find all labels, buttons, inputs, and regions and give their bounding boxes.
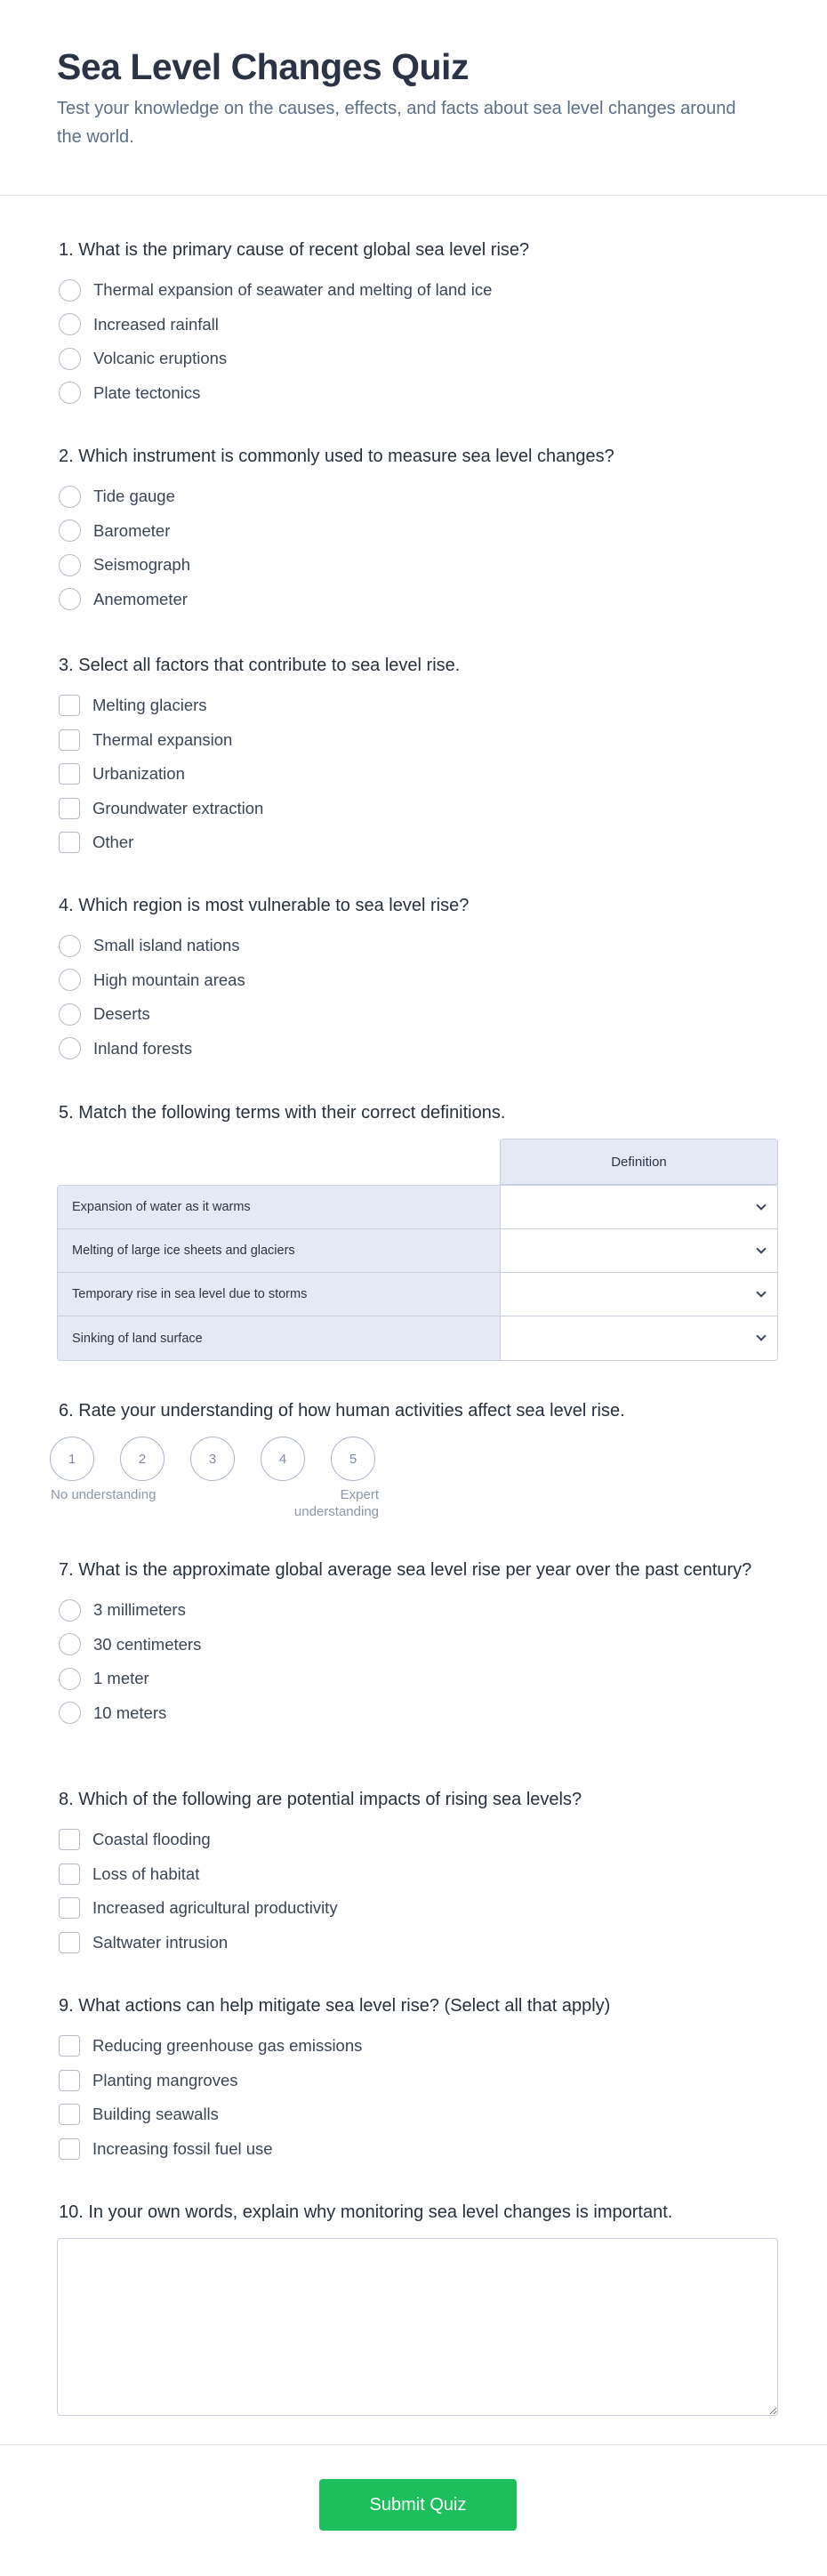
q7-option-2[interactable] [59,1628,779,1662]
option-label: Loss of habitat [92,1864,200,1883]
radio-button[interactable] [59,554,81,576]
option-label: 1 meter [93,1669,149,1688]
q8-option-4[interactable] [59,1926,779,1960]
checkbox[interactable] [59,729,80,751]
chevron-down-icon [756,1200,766,1210]
rating-option-5[interactable]: 5 [331,1437,375,1481]
q9-option-2[interactable] [59,2064,779,2098]
q2-option-1[interactable] [59,479,779,514]
question-5 [59,1101,779,1136]
checkbox[interactable] [59,832,80,853]
q8-option-2[interactable] [59,1857,779,1892]
page-subtitle: Test your knowledge on the causes, effects, and facts about sea level changes around the world. [57,99,736,147]
matrix-body [57,1185,778,1361]
question-title: 3. Select all factors that contribute to sea level rise. [59,656,461,675]
rating-min-label: No understanding [51,1487,157,1502]
question-title: 5. Match the following terms with their correct definitions. [59,1103,506,1123]
option-label: Increased agricultural productivity [92,1898,338,1918]
rating-option-3[interactable]: 3 [190,1437,235,1481]
radio-button[interactable] [59,1599,81,1622]
question-title: 1. What is the primary cause of recent global sea level rise? [59,240,530,260]
checkbox[interactable] [59,763,80,785]
option-label: Building seawalls [92,2105,219,2124]
q7-option-1[interactable] [59,1593,779,1628]
definition-dropdown[interactable] [501,1273,777,1316]
q4-option-1[interactable] [59,929,779,963]
q7-option-4[interactable] [59,1696,779,1731]
q1-option-4[interactable] [59,376,779,411]
quiz-footer [0,2444,827,2576]
matrix-row [58,1229,777,1273]
option-label: Small island nations [93,936,240,955]
option-label: Deserts [93,1004,150,1024]
definition-dropdown[interactable] [501,1229,777,1272]
option-label: Inland forests [93,1038,193,1058]
q2-option-3[interactable] [59,548,779,583]
checkbox[interactable] [59,695,80,716]
radio-button[interactable] [59,588,81,610]
option-label: Increasing fossil fuel use [92,2138,273,2158]
question-1 [59,238,779,410]
q4-option-3[interactable] [59,997,779,1032]
option-label: Groundwater extraction [92,798,264,817]
checkbox[interactable] [59,2104,80,2125]
q1-option-2[interactable] [59,308,779,342]
matrix-row-label: Expansion of water as it warms [58,1186,501,1228]
radio-button[interactable] [59,348,81,370]
q4-option-4[interactable] [59,1032,779,1067]
submit-quiz-button[interactable]: Submit Quiz [319,2479,517,2531]
q3-option-2[interactable] [59,723,779,758]
question-10 [59,2201,779,2235]
q8-option-3[interactable] [59,1891,779,1926]
option-label: 30 centimeters [93,1634,202,1654]
option-label: Thermal expansion of seawater and melting of land ice [93,280,493,300]
chevron-down-icon [756,1244,766,1253]
option-label: Barometer [93,520,171,540]
radio-button[interactable] [59,519,81,542]
question-title: 9. What actions can help mitigate sea level rise? (Select all that apply) [59,1996,611,2016]
q9-option-3[interactable] [59,2097,779,2132]
definition-column-header: Definition [500,1139,778,1185]
question-title: 7. What is the approximate global average sea level rise per year over the past century? [59,1560,752,1580]
definition-dropdown[interactable] [501,1186,777,1228]
option-label: Thermal expansion [92,729,233,749]
option-label: 3 millimeters [93,1600,186,1620]
matrix-row [58,1316,777,1360]
radio-button[interactable] [59,1668,81,1690]
option-label: Seismograph [93,555,191,575]
radio-button[interactable] [59,969,81,991]
checkbox[interactable] [59,1864,80,1885]
q1-option-1[interactable] [59,273,779,308]
q2-option-4[interactable] [59,583,779,617]
rating-option-4[interactable]: 4 [261,1437,305,1481]
question-title: 10. In your own words, explain why monitoring sea level changes is important. [59,2202,673,2222]
matrix-row-label: Melting of large ice sheets and glaciers [58,1229,501,1272]
checkbox[interactable] [59,2138,80,2160]
matrix-row-label: Sinking of land surface [58,1316,501,1360]
question-8 [59,1788,779,1960]
option-label: Urbanization [92,764,185,784]
checkbox[interactable] [59,2070,80,2091]
option-label: Anemometer [93,589,188,608]
q9-option-4[interactable] [59,2132,779,2167]
definition-dropdown[interactable] [501,1316,777,1360]
q3-option-3[interactable] [59,757,779,792]
question-6 [59,1399,779,1434]
question-9 [59,1994,779,2166]
radio-button[interactable] [59,1702,81,1724]
chevron-down-icon [756,1331,766,1340]
checkbox[interactable] [59,1932,80,1953]
checkbox[interactable] [59,1829,80,1850]
chevron-down-icon [756,1287,766,1297]
question-3 [59,654,779,860]
option-label: Melting glaciers [92,696,207,715]
question-2 [59,445,779,616]
q4-option-2[interactable] [59,963,779,998]
matching-matrix [57,1139,778,1361]
rating-scale [50,1437,405,1525]
page-title: Sea Level Changes Quiz [57,46,469,87]
rating-max-label: Expert understanding [293,1487,379,1519]
q3-option-5[interactable] [59,825,779,860]
matrix-row [58,1273,777,1316]
checkbox[interactable] [59,2035,80,2057]
matrix-row-label: Temporary rise in sea level due to storms [58,1273,501,1316]
q9-option-1[interactable] [59,2029,779,2064]
question-title: 6. Rate your understanding of how human activities affect sea level rise. [59,1401,625,1421]
option-label: 10 meters [93,1703,167,1722]
radio-button[interactable] [59,1037,81,1059]
option-label: Plate tectonics [93,382,201,402]
matrix-row [58,1186,777,1229]
option-label: Volcanic eruptions [93,349,228,368]
radio-button[interactable] [59,382,81,404]
radio-button[interactable] [59,313,81,335]
option-label: Other [92,833,134,852]
rating-option-1[interactable]: 1 [50,1437,94,1481]
option-label: Reducing greenhouse gas emissions [92,2036,363,2056]
quiz-header [0,0,827,196]
checkbox[interactable] [59,1897,80,1919]
q7-option-3[interactable] [59,1662,779,1696]
radio-button[interactable] [59,1003,81,1026]
radio-button[interactable] [59,935,81,957]
q1-option-3[interactable] [59,342,779,376]
q3-option-4[interactable] [59,792,779,826]
option-label: Tide gauge [93,487,175,506]
q2-option-2[interactable] [59,514,779,549]
rating-option-2[interactable]: 2 [120,1437,165,1481]
checkbox[interactable] [59,798,80,819]
option-label: Increased rainfall [93,314,219,334]
question-7 [59,1558,779,1730]
option-label: High mountain areas [93,970,245,989]
option-label: Saltwater intrusion [92,1932,229,1952]
option-label: Planting mangroves [92,2070,238,2089]
question-title: 2. Which instrument is commonly used to measure sea level changes? [59,447,614,466]
q3-option-1[interactable] [59,688,779,723]
radio-button[interactable] [59,279,81,302]
question-4 [59,894,779,1066]
radio-button[interactable] [59,1633,81,1655]
question-title: 4. Which region is most vulnerable to sea level rise? [59,896,470,915]
question-title: 8. Which of the following are potential impacts of rising sea levels? [59,1790,582,1809]
answer-textarea[interactable] [57,2238,778,2416]
option-label: Coastal flooding [92,1830,211,1849]
q8-option-1[interactable] [59,1823,779,1857]
matrix-header [57,1139,778,1185]
radio-button[interactable] [59,486,81,508]
